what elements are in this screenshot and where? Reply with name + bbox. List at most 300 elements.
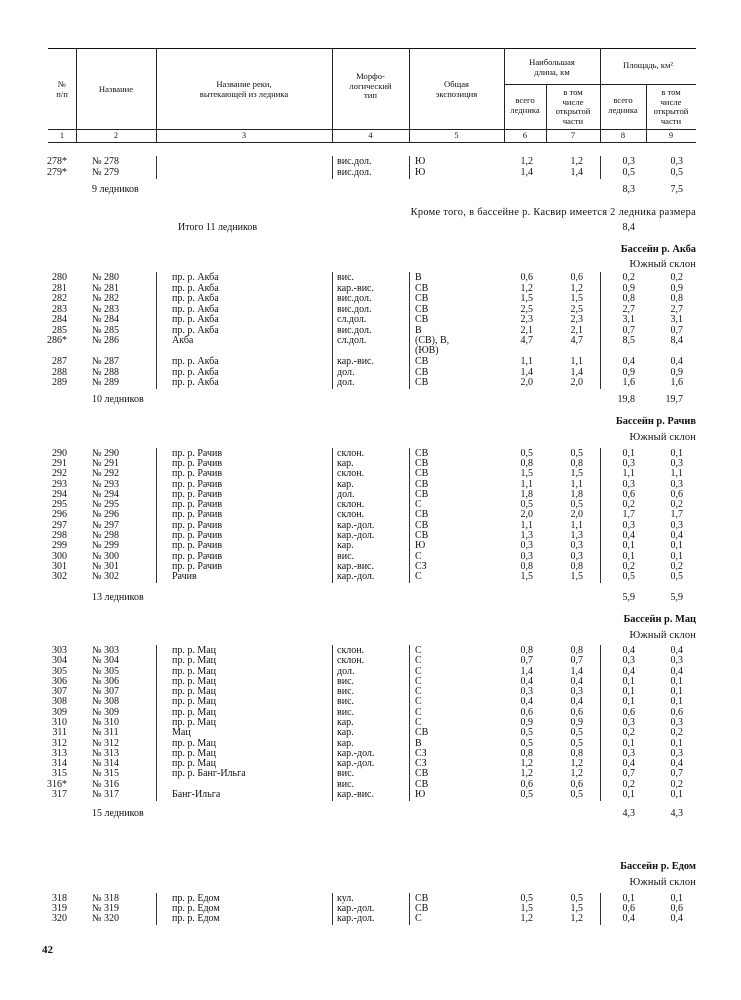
glacier-name: № 299 xyxy=(92,540,120,551)
area-total: 0,7 xyxy=(622,325,635,336)
area-total: 0,6 xyxy=(622,903,635,914)
glacier-name: № 310 xyxy=(92,717,120,728)
area-total: 1,1 xyxy=(622,468,635,479)
exposure: СЗ xyxy=(415,561,427,572)
glacier-number: 304 xyxy=(52,655,67,666)
glacier-number: 308 xyxy=(52,696,67,707)
area-open: 0,1 xyxy=(670,696,683,707)
river-name: пр. р. Рачив xyxy=(172,468,223,479)
glacier-name: № 302 xyxy=(92,571,120,582)
length-open: 0,4 xyxy=(570,676,583,687)
length-total: 1,4 xyxy=(520,666,533,677)
area-total: 0,4 xyxy=(622,666,635,677)
length-total: 0,4 xyxy=(520,696,533,707)
river-name: пр. р. Мац xyxy=(172,738,217,749)
total-area-total: 8,4 xyxy=(622,222,635,233)
glacier-number: 303 xyxy=(52,645,67,656)
river-name: пр. р. Мац xyxy=(172,666,217,677)
area-total: 0,1 xyxy=(622,540,635,551)
length-total: 0,8 xyxy=(520,561,533,572)
exposure: СВ xyxy=(415,458,429,469)
morphology-type: дол. xyxy=(337,377,355,388)
glacier-number: 312 xyxy=(52,738,67,749)
slope-label: Южный склон xyxy=(629,877,696,888)
area-open: 0,1 xyxy=(670,686,683,697)
length-open: 0,5 xyxy=(570,789,583,800)
area-open: 0,8 xyxy=(670,293,683,304)
morphology-type: кар.-дол. xyxy=(337,913,375,924)
river-name: пр. р. Рачив xyxy=(172,509,223,520)
length-total: 0,5 xyxy=(520,448,533,459)
length-open: 1,1 xyxy=(570,356,583,367)
length-total: 0,5 xyxy=(520,789,533,800)
length-open: 1,1 xyxy=(570,479,583,490)
glacier-number: 278* xyxy=(47,156,67,167)
exposure: В xyxy=(415,738,422,749)
glacier-name: № 281 xyxy=(92,283,120,294)
exposure: (СВ), В, (ЮВ) xyxy=(415,335,450,356)
area-open: 1,1 xyxy=(670,468,683,479)
length-open: 0,5 xyxy=(570,893,583,904)
morphology-type: вис.дол. xyxy=(337,167,372,178)
morphology-type: вис. xyxy=(337,696,355,707)
area-total: 0,4 xyxy=(622,645,635,656)
column-number: 9 xyxy=(668,131,674,140)
glacier-number: 306 xyxy=(52,676,67,687)
glacier-number: 284 xyxy=(52,314,67,325)
length-total: 1,2 xyxy=(520,768,533,779)
glacier-name: № 279 xyxy=(92,167,120,178)
area-open: 0,1 xyxy=(670,540,683,551)
subtotal-area-open: 19,7 xyxy=(665,394,683,405)
glacier-name: № 296 xyxy=(92,509,120,520)
length-total: 0,8 xyxy=(520,645,533,656)
area-total: 0,1 xyxy=(622,448,635,459)
area-open: 0,6 xyxy=(670,903,683,914)
morphology-type: кар.-дол. xyxy=(337,520,375,531)
glacier-number: 296 xyxy=(52,509,67,520)
area-open: 0,3 xyxy=(670,479,683,490)
exposure: В xyxy=(415,272,422,283)
glacier-number: 289 xyxy=(52,377,67,388)
length-open: 1,5 xyxy=(570,571,583,582)
note-text: Кроме того, в бассейне р. Касвир имеется 2 ледника размера xyxy=(410,207,696,218)
river-name: пр. р. Рачив xyxy=(172,551,223,562)
river-name: Мац xyxy=(172,727,191,738)
area-open: 0,2 xyxy=(670,727,683,738)
header-length-total: всего ледника xyxy=(510,95,540,115)
length-total: 2,3 xyxy=(520,314,533,325)
length-total: 1,1 xyxy=(520,356,533,367)
glacier-name: № 312 xyxy=(92,738,120,749)
area-total: 0,1 xyxy=(622,686,635,697)
length-open: 0,8 xyxy=(570,748,583,759)
river-name: пр. р. Акба xyxy=(172,377,219,388)
length-total: 2,0 xyxy=(520,377,533,388)
exposure: СЗ xyxy=(415,758,427,769)
area-total: 1,7 xyxy=(622,509,635,520)
length-open: 1,4 xyxy=(570,167,583,178)
area-open: 0,5 xyxy=(670,571,683,582)
exposure: СВ xyxy=(415,479,429,490)
length-open: 1,2 xyxy=(570,758,583,769)
morphology-type: дол. xyxy=(337,489,355,500)
header-area-open: в том числе открытой части xyxy=(653,87,689,126)
area-total: 0,7 xyxy=(622,768,635,779)
area-open: 8,4 xyxy=(670,335,683,346)
table-row xyxy=(0,357,741,367)
exposure: С xyxy=(415,571,422,582)
river-name: пр. р. Рачив xyxy=(172,530,223,541)
length-total: 0,5 xyxy=(520,727,533,738)
area-total: 0,1 xyxy=(622,893,635,904)
glacier-number: 291 xyxy=(52,458,67,469)
length-total: 1,5 xyxy=(520,468,533,479)
area-total: 0,2 xyxy=(622,499,635,510)
glacier-name: № 290 xyxy=(92,448,120,459)
header-col2: Название xyxy=(98,84,134,94)
morphology-type: вис. xyxy=(337,686,355,697)
river-name: пр. р. Акба xyxy=(172,367,219,378)
morphology-type: склон. xyxy=(337,645,365,656)
river-name: пр. р. Едом xyxy=(172,893,220,904)
length-total: 0,8 xyxy=(520,458,533,469)
glacier-name: № 287 xyxy=(92,356,120,367)
column-number: 6 xyxy=(522,131,528,140)
area-open: 0,2 xyxy=(670,561,683,572)
header-area-group: Площадь, км² xyxy=(622,60,673,70)
length-open: 1,1 xyxy=(570,520,583,531)
glacier-name: № 292 xyxy=(92,468,120,479)
area-open: 0,3 xyxy=(670,458,683,469)
area-open: 0,3 xyxy=(670,655,683,666)
length-total: 1,2 xyxy=(520,913,533,924)
area-open: 0,2 xyxy=(670,272,683,283)
morphology-type: вис. xyxy=(337,779,355,790)
length-total: 1,5 xyxy=(520,903,533,914)
exposure: С xyxy=(415,645,422,656)
morphology-type: кар.-дол. xyxy=(337,903,375,914)
basin-title: Бассейн р. Рачив xyxy=(615,416,696,427)
length-total: 0,3 xyxy=(520,540,533,551)
length-total: 0,6 xyxy=(520,707,533,718)
river-name: пр. р. Мац xyxy=(172,696,217,707)
exposure: В xyxy=(415,325,422,336)
table-row xyxy=(0,315,741,325)
length-open: 0,3 xyxy=(570,686,583,697)
subtotal-area-total: 19,8 xyxy=(617,394,635,405)
exposure: СВ xyxy=(415,768,429,779)
river-name: Банг-Ильга xyxy=(172,789,221,800)
subtotal-label: 15 ледников xyxy=(92,808,144,819)
exposure: Ю xyxy=(415,540,426,551)
length-open: 1,4 xyxy=(570,666,583,677)
area-open: 0,5 xyxy=(670,167,683,178)
area-total: 0,2 xyxy=(622,727,635,738)
length-total: 1,2 xyxy=(520,758,533,769)
length-open: 2,3 xyxy=(570,314,583,325)
area-total: 0,9 xyxy=(622,283,635,294)
area-open: 0,9 xyxy=(670,283,683,294)
area-total: 8,5 xyxy=(622,335,635,346)
area-total: 0,3 xyxy=(622,748,635,759)
area-open: 0,1 xyxy=(670,738,683,749)
area-total: 0,1 xyxy=(622,676,635,687)
glacier-name: № 315 xyxy=(92,768,120,779)
glacier-name: № 301 xyxy=(92,561,120,572)
glacier-name: № 286 xyxy=(92,335,120,346)
subtotal-area-total: 5,9 xyxy=(622,592,635,603)
area-total: 0,2 xyxy=(622,272,635,283)
area-total: 0,8 xyxy=(622,293,635,304)
length-open: 1,8 xyxy=(570,489,583,500)
area-total: 0,9 xyxy=(622,367,635,378)
exposure: СВ xyxy=(415,727,429,738)
header-area-total: всего ледника xyxy=(608,95,638,115)
length-total: 0,6 xyxy=(520,779,533,790)
glacier-number: 311 xyxy=(52,727,67,738)
glacier-number: 317 xyxy=(52,789,67,800)
morphology-type: вис. xyxy=(337,272,355,283)
area-total: 0,2 xyxy=(622,561,635,572)
length-total: 1,4 xyxy=(520,167,533,178)
river-name: пр. р. Рачив xyxy=(172,499,223,510)
river-name: пр. р. Акба xyxy=(172,283,219,294)
header-length-open: в том числе открытой части xyxy=(555,87,591,126)
area-total: 2,7 xyxy=(622,304,635,315)
area-open: 0,4 xyxy=(670,530,683,541)
area-total: 0,3 xyxy=(622,520,635,531)
exposure: СВ xyxy=(415,356,429,367)
exposure: С xyxy=(415,676,422,687)
area-total: 0,1 xyxy=(622,789,635,800)
glacier-number: 281 xyxy=(52,283,67,294)
glacier-number: 287 xyxy=(52,356,67,367)
header-col4: Морфо- логический тип xyxy=(349,71,392,101)
length-open: 0,5 xyxy=(570,499,583,510)
subtotal-label: 10 ледников xyxy=(92,394,144,405)
area-total: 0,4 xyxy=(622,530,635,541)
length-open: 0,7 xyxy=(570,655,583,666)
slope-label: Южный склон xyxy=(629,630,696,641)
length-open: 1,2 xyxy=(570,283,583,294)
river-name: пр. р. Рачив xyxy=(172,540,223,551)
basin-title: Бассейн р. Едом xyxy=(620,861,696,872)
morphology-type: кар.-вис. xyxy=(337,789,374,800)
glacier-name: № 307 xyxy=(92,686,120,697)
area-open: 0,1 xyxy=(670,676,683,687)
column-number: 4 xyxy=(368,131,373,140)
exposure: С xyxy=(415,707,422,718)
glacier-number: 314 xyxy=(52,758,67,769)
river-name: пр. р. Мац xyxy=(172,748,217,759)
table-row xyxy=(0,697,741,707)
slope-label: Южный склон xyxy=(629,432,696,443)
table-row xyxy=(0,469,741,479)
area-open: 3,1 xyxy=(670,314,683,325)
length-open: 0,3 xyxy=(570,540,583,551)
length-open: 1,2 xyxy=(570,768,583,779)
area-open: 0,1 xyxy=(670,893,683,904)
area-open: 0,4 xyxy=(670,913,683,924)
length-total: 4,7 xyxy=(520,335,533,346)
exposure: СВ xyxy=(415,468,429,479)
exposure: Ю xyxy=(415,156,426,167)
glacier-number: 280 xyxy=(52,272,67,283)
glacier-number: 297 xyxy=(52,520,67,531)
table-row xyxy=(0,790,741,800)
column-number: 3 xyxy=(241,131,247,140)
length-open: 0,8 xyxy=(570,645,583,656)
morphology-type: склон. xyxy=(337,655,365,666)
area-open: 0,3 xyxy=(670,748,683,759)
glacier-number: 294 xyxy=(52,489,67,500)
morphology-type: склон. xyxy=(337,509,365,520)
header-col3: Название реки, вытекающей из ледника xyxy=(199,79,289,99)
morphology-type: кар.-дол. xyxy=(337,571,375,582)
river-name: пр. р. Рачив xyxy=(172,448,223,459)
river-name: пр. р. Мац xyxy=(172,686,217,697)
glacier-number: 295 xyxy=(52,499,67,510)
exposure: СВ xyxy=(415,314,429,325)
exposure: СВ xyxy=(415,779,429,790)
area-open: 0,1 xyxy=(670,448,683,459)
exposure: С xyxy=(415,499,422,510)
exposure: С xyxy=(415,717,422,728)
area-total: 0,5 xyxy=(622,167,635,178)
glacier-name: № 309 xyxy=(92,707,120,718)
morphology-type: кар.-дол. xyxy=(337,758,375,769)
slope-label: Южный склон xyxy=(629,259,696,270)
glacier-name: № 291 xyxy=(92,458,120,469)
total-label: Итого 11 ледников xyxy=(178,222,258,233)
column-number: 1 xyxy=(59,131,65,140)
exposure: СВ xyxy=(415,377,429,388)
exposure: Ю xyxy=(415,789,426,800)
length-total: 1,5 xyxy=(520,571,533,582)
area-open: 0,1 xyxy=(670,789,683,800)
subtotal-label: 13 ледников xyxy=(92,592,144,603)
glacier-number: 305 xyxy=(52,666,67,677)
morphology-type: сл.дол. xyxy=(337,335,367,346)
river-name: пр. р. Рачив xyxy=(172,458,223,469)
length-open: 1,2 xyxy=(570,156,583,167)
morphology-type: вис. xyxy=(337,551,355,562)
area-open: 0,3 xyxy=(670,520,683,531)
area-open: 0,6 xyxy=(670,489,683,500)
area-total: 0,5 xyxy=(622,571,635,582)
length-total: 0,3 xyxy=(520,551,533,562)
glacier-name: № 308 xyxy=(92,696,120,707)
area-total: 0,4 xyxy=(622,913,635,924)
exposure: СВ xyxy=(415,489,429,500)
glacier-name: № 294 xyxy=(92,489,120,500)
area-total: 0,3 xyxy=(622,717,635,728)
glacier-name: № 284 xyxy=(92,314,120,325)
area-total: 0,3 xyxy=(622,156,635,167)
river-name: пр. р. Рачив xyxy=(172,479,223,490)
length-open: 0,8 xyxy=(570,458,583,469)
morphology-type: сл.дол. xyxy=(337,314,367,325)
length-open: 1,3 xyxy=(570,530,583,541)
table-row xyxy=(0,769,741,779)
exposure: С xyxy=(415,913,422,924)
length-open: 1,2 xyxy=(570,913,583,924)
area-total: 0,4 xyxy=(622,758,635,769)
area-open: 0,4 xyxy=(670,758,683,769)
length-open: 0,8 xyxy=(570,561,583,572)
morphology-type: кул. xyxy=(337,893,354,904)
length-open: 0,5 xyxy=(570,448,583,459)
river-name: пр. р. Акба xyxy=(172,293,219,304)
exposure: СВ xyxy=(415,520,429,531)
length-total: 1,2 xyxy=(520,283,533,294)
glacier-name: № 313 xyxy=(92,748,120,759)
glacier-number: 313 xyxy=(52,748,67,759)
glacier-number: 293 xyxy=(52,479,67,490)
subtotal-area-open: 4,3 xyxy=(670,808,683,819)
morphology-type: кар.-дол. xyxy=(337,748,375,759)
morphology-type: кар.-вис. xyxy=(337,283,374,294)
morphology-type: вис.дол. xyxy=(337,325,372,336)
glacier-number: 286* xyxy=(47,335,67,346)
column-number: 8 xyxy=(620,131,626,140)
glacier-name: № 298 xyxy=(92,530,120,541)
length-total: 0,5 xyxy=(520,893,533,904)
glacier-name: № 289 xyxy=(92,377,120,388)
glacier-name: № 314 xyxy=(92,758,120,769)
exposure: СВ xyxy=(415,509,429,520)
glacier-name: № 293 xyxy=(92,479,120,490)
morphology-type: кар.-вис. xyxy=(337,561,374,572)
table-row xyxy=(0,728,741,738)
glacier-name: № 306 xyxy=(92,676,120,687)
length-total: 2,1 xyxy=(520,325,533,336)
morphology-type: кар. xyxy=(337,458,354,469)
glacier-number: 282 xyxy=(52,293,67,304)
column-number: 7 xyxy=(570,131,576,140)
area-open: 0,6 xyxy=(670,707,683,718)
morphology-type: вис. xyxy=(337,676,355,687)
glacier-number: 292 xyxy=(52,468,67,479)
area-open: 0,4 xyxy=(670,666,683,677)
table-row xyxy=(0,572,741,582)
length-open: 2,0 xyxy=(570,509,583,520)
morphology-type: дол. xyxy=(337,367,355,378)
length-open: 0,6 xyxy=(570,779,583,790)
glacier-name: № 320 xyxy=(92,913,120,924)
river-name: пр. р. Акба xyxy=(172,272,219,283)
area-open: 0,3 xyxy=(670,156,683,167)
glacier-name: № 303 xyxy=(92,645,120,656)
river-name: пр. р. Рачив xyxy=(172,561,223,572)
glacier-name: № 280 xyxy=(92,272,120,283)
table-row xyxy=(0,168,741,178)
morphology-type: кар.-дол. xyxy=(337,530,375,541)
exposure: СВ xyxy=(415,304,429,315)
morphology-type: кар.-вис. xyxy=(337,356,374,367)
length-open: 2,0 xyxy=(570,377,583,388)
morphology-type: вис. xyxy=(337,768,355,779)
glacier-number: 298 xyxy=(52,530,67,541)
header-col1: № п/п xyxy=(56,79,68,99)
area-total: 0,3 xyxy=(622,479,635,490)
exposure: СВ xyxy=(415,283,429,294)
glacier-name: № 316 xyxy=(92,779,120,790)
exposure: С xyxy=(415,686,422,697)
glacier-name: № 305 xyxy=(92,666,120,677)
glacier-number: 302 xyxy=(52,571,67,582)
